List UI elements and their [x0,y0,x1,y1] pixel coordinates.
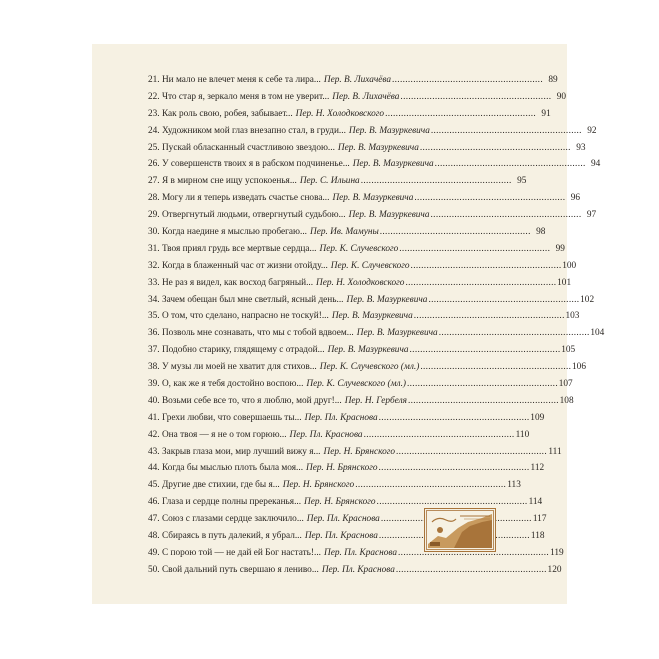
entry-title: Ни мало не влечет меня к себе та лира... [161,75,321,85]
entry-page-number: 97 [586,210,597,221]
entry-page-number: 112 [530,463,545,474]
entry-number: 42. [148,429,160,440]
entry-translator: Пер. В. Мазуркевича [331,311,413,322]
leader-dots [435,156,585,173]
entry-title: Другие две стихии, где бы я... [161,480,280,491]
entry-translator: Пер. Пл. Краснова [289,429,363,440]
entry-number: 40. [148,395,160,406]
entry-page-number: 95 [517,176,527,187]
entry-number: 23. [148,108,160,119]
entry-page-number: 117 [532,514,547,525]
leader-dots [399,241,549,258]
entry-translator: Пер. К. Случевского (мл.) [306,379,406,390]
leader-dots [431,207,581,224]
entry-page-number: 89 [548,75,558,85]
table-of-contents [148,72,605,579]
entry-number: 38. [148,362,160,373]
toc-entry[interactable] [148,224,546,241]
entry-title: Закрыв глаза мои, мир лучший вижу я... [161,446,321,457]
toc-entry[interactable] [148,292,595,309]
toc-entry[interactable] [148,562,562,579]
leader-dots [431,123,581,140]
entry-translator: Пер. Ив. Мамуны [309,227,379,238]
entry-page-number: 108 [559,395,574,406]
toc-entry[interactable] [148,173,527,190]
leader-dots [379,410,529,427]
entry-number: 31. [148,243,160,254]
toc-entry[interactable] [148,342,576,359]
toc-entry[interactable] [148,207,597,224]
entry-page-number: 101 [557,277,572,288]
toc-entry[interactable] [148,258,577,275]
entry-translator: Пер. В. Мазуркевича [332,193,414,204]
entry-title: Глаза и сердце полны пререканья... [161,497,302,508]
entry-translator: Пер. Пл. Краснова [304,531,378,542]
leader-dots [439,325,589,342]
entry-number: 29. [148,210,160,221]
leader-dots [414,190,564,207]
entry-translator: Пер. Пл. Краснова [306,514,380,525]
entry-title: Могу ли я теперь изведать счастье снова... [161,193,330,204]
entry-translator: Пер. Н. Гербеля [344,395,407,406]
leader-dots [392,72,542,89]
entry-translator: Пер. Н. Брянского [323,446,395,457]
entry-number: 37. [148,345,160,356]
toc-entry[interactable] [148,444,562,461]
entry-page-number: 119 [550,547,564,558]
entry-number: 25. [148,142,160,153]
entry-page-number: 91 [541,108,551,119]
entry-title: Зачем обещан был мне светлый, ясный день... [161,294,344,305]
entry-number: 26. [148,159,160,170]
ornamental-vignette-icon [424,508,496,552]
entry-page-number: 98 [536,227,546,238]
entry-page-number: 113 [507,480,521,491]
toc-entry[interactable] [148,241,565,258]
leader-dots [420,359,570,376]
entry-number: 30. [148,227,160,238]
entry-title: Она твоя — я не о том горюю... [161,429,287,440]
toc-entry[interactable] [148,376,573,393]
entry-translator: Пер. К. Случевского [319,243,399,254]
leader-dots [396,562,546,579]
toc-entry[interactable] [148,275,572,292]
entry-number: 41. [148,412,160,423]
entry-translator: Пер. В. Лихачёва [323,75,391,85]
entry-page-number: 90 [556,91,567,102]
toc-entry[interactable] [148,359,586,376]
entry-translator: Пер. В. Мазуркевича [348,210,430,221]
entry-number: 43. [148,446,160,457]
entry-title: Позволь мне сознавать, что мы с тобой вдвоем... [161,328,354,339]
entry-translator: Пер. В. Мазуркевича [346,294,428,305]
entry-page-number: 111 [548,446,562,457]
entry-page-number: 118 [530,531,545,542]
entry-title: Я в мирном сне ищу успокоенья... [161,176,297,187]
leader-dots [380,224,530,241]
entry-page-number: 104 [590,328,605,339]
entry-translator: Пер. Н. Брянского [304,497,376,508]
entry-translator: Пер. Пл. Краснова [304,412,378,423]
entry-number: 33. [148,277,160,288]
entry-translator: Пер. В. Мазуркевича [337,142,419,153]
entry-translator: Пер. Пл. Краснова [321,564,395,575]
entry-title: О том, что сделано, напрасно не тоскуй!... [161,311,329,322]
entry-number: 46. [148,497,160,508]
leader-dots [405,275,555,292]
entry-translator: Пер. В. Лихачёва [332,91,400,102]
leader-dots [364,427,514,444]
entry-number: 36. [148,328,160,339]
leader-dots [355,477,505,494]
entry-number: 27. [148,176,160,187]
toc-entry[interactable] [148,477,521,494]
entry-title: У музы ли моей не хватит для стихов... [161,362,317,373]
entry-translator: Пер. К. Случевского [330,260,410,271]
entry-title: Твоя приял грудь все мертвые сердца... [161,243,317,254]
toc-entry[interactable] [148,427,530,444]
entry-number: 24. [148,125,160,136]
toc-entry[interactable] [148,123,597,140]
entry-number: 44. [148,463,160,474]
entry-title: Пускай обласканный счастливою звездою... [161,142,335,153]
entry-page-number: 102 [580,294,595,305]
entry-translator: Пер. В. Мазуркевича [327,345,409,356]
entry-number: 48. [148,531,160,542]
entry-number: 49. [148,547,160,558]
entry-title: Когда в блаженный час от жизни отойду... [161,260,328,271]
entry-number: 22. [148,91,160,102]
entry-title: С порою той — не дай ей Бог настать!... [161,547,321,558]
entry-page-number: 114 [528,497,543,508]
entry-title: О, как же я тебя достойно воспою... [161,379,304,390]
toc-entry[interactable] [148,460,545,477]
entry-translator: Пер. Н. Брянского [306,463,378,474]
entry-translator: Пер. Н. Холодковского [295,108,385,119]
toc-entry[interactable] [148,410,545,427]
entry-page-number: 110 [515,429,530,440]
toc-entry[interactable] [148,393,574,410]
entry-number: 32. [148,260,160,271]
leader-dots [408,393,558,410]
leader-dots [420,140,570,157]
entry-translator: Пер. В. Мазуркевича [348,125,430,136]
leader-dots [411,258,561,275]
entry-page-number: 99 [555,243,565,254]
toc-entry[interactable] [148,72,558,89]
entry-page-number: 107 [558,379,573,390]
entry-title: Когда бы мыслью плоть была моя... [161,463,304,474]
entry-page-number: 106 [572,362,586,373]
entry-page-number: 103 [565,311,580,322]
entry-title: Свой дальний путь свершаю я лениво... [161,564,319,575]
entry-page-number: 100 [562,260,577,271]
entry-title: Как роль свою, робея, забывает... [161,108,293,119]
leader-dots [361,173,511,190]
entry-page-number: 105 [561,345,576,356]
entry-translator: Пер. В. Мазуркевича [356,328,438,339]
entry-page-number: 120 [547,564,562,575]
entry-translator: Пер. Н. Холодковского [316,277,405,288]
leader-dots [407,376,557,393]
toc-entry[interactable] [148,325,605,342]
toc-entry[interactable] [148,190,581,207]
entry-number: 47. [148,514,160,525]
leader-dots [396,444,546,461]
leader-dots [410,342,560,359]
entry-translator: Пер. Н. Брянского [282,480,355,491]
toc-entry[interactable] [148,156,601,173]
entry-translator: Пер. С. Ильина [299,176,360,187]
entry-title: Не раз я видел, как восход багряный... [161,277,314,288]
entry-number: 35. [148,311,160,322]
entry-page-number: 92 [587,125,597,136]
entry-number: 28. [148,193,160,204]
toc-entry[interactable] [148,106,551,123]
entry-translator: Пер. К. Случевского (мл.) [319,362,420,373]
entry-translator: Пер. В. Мазуркевича [352,159,434,170]
entry-title: Грехи любви, что совершаешь ты... [161,412,302,423]
leader-dots [428,292,578,309]
entry-number: 45. [148,480,160,491]
entry-number: 21. [148,75,160,85]
entry-title: Что стар я, зеркало меня в том не уверит... [161,91,330,102]
entry-number: 50. [148,564,160,575]
leader-dots [400,89,550,106]
entry-title: Когда наедине я мыслью пробегаю... [161,227,307,238]
entry-number: 39. [148,379,160,390]
leader-dots [414,308,564,325]
entry-page-number: 109 [530,412,545,423]
leader-dots [385,106,535,123]
entry-page-number: 93 [576,142,586,153]
entry-title: Отвергнутый людьми, отвергнутый судьбою... [161,210,346,221]
toc-entry[interactable] [148,308,580,325]
toc-entry[interactable] [148,89,567,106]
entry-number: 34. [148,294,160,305]
entry-translator: Пер. Пл. Краснова [323,547,398,558]
entry-title: Возьми себе все то, что я люблю, мой друг!... [161,395,342,406]
leader-dots [379,460,529,477]
toc-entry[interactable] [148,140,586,157]
entry-title: Союз с глазами сердце заключило... [161,514,304,525]
entry-title: Сбираясь в путь далекий, я убрал... [161,531,302,542]
entry-page-number: 94 [591,159,601,170]
entry-page-number: 96 [570,193,581,204]
entry-title: Подобно старику, глядящему с отрадой... [161,345,325,356]
entry-title: Художником мой глаз внезапно стал, в груди... [161,125,346,136]
entry-title: У совершенств твоих я в рабском подчиненье... [161,159,350,170]
